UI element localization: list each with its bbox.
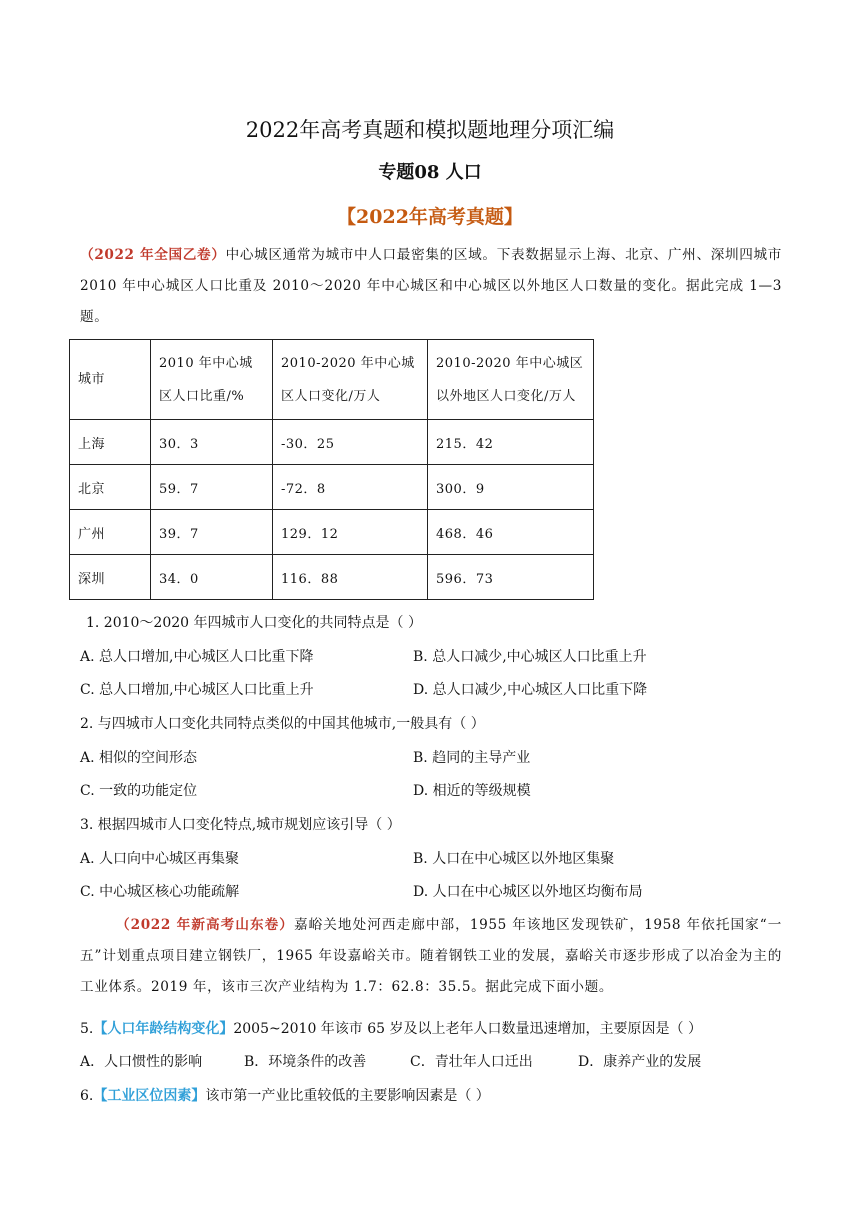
table-cell: 北京 bbox=[70, 465, 151, 510]
table-row bbox=[70, 465, 594, 510]
question-2-option-a: A. 相似的空间形态 bbox=[80, 750, 198, 766]
table-cell: 215．42 bbox=[428, 420, 594, 465]
question-3-stem: 3. 根据四城市人口变化特点,城市规划应该引导（ ） bbox=[80, 817, 401, 833]
document-title: 2022年高考真题和模拟题地理分项汇编 bbox=[245, 118, 615, 142]
table-cell: 广州 bbox=[70, 510, 151, 555]
table-row bbox=[70, 555, 594, 600]
question-1-stem: 1. 2010～2020 年四城市人口变化的共同特点是（ ） bbox=[86, 615, 422, 631]
question-2-option-c: C. 一致的功能定位 bbox=[80, 783, 198, 799]
table-cell: 39．7 bbox=[151, 510, 273, 555]
question-1-option-b: B. 总人口减少,中心城区人口比重上升 bbox=[413, 649, 647, 665]
table-cell: 468．46 bbox=[428, 510, 594, 555]
question-2-option-d: D. 相近的等级规模 bbox=[413, 783, 531, 799]
table-cell: 34．0 bbox=[151, 555, 273, 600]
question-3-option-b: B. 人口在中心城区以外地区集聚 bbox=[413, 851, 615, 867]
table-cell: 116．88 bbox=[273, 555, 428, 600]
question-3-option-a: A. 人口向中心城区再集聚 bbox=[80, 851, 240, 867]
section-title: 【2022年高考真题】 bbox=[337, 206, 523, 228]
source-label-1: （2022 年全国乙卷） bbox=[80, 247, 226, 263]
question-5-stem: 2005~2010 年该市 65 岁及以上老年人口数量迅速增加，主要原因是（ ） bbox=[233, 1021, 702, 1037]
table-cell: 596．73 bbox=[428, 555, 594, 600]
table-row bbox=[70, 510, 594, 555]
question-1-option-d: D. 总人口减少,中心城区人口比重下降 bbox=[413, 682, 648, 698]
intro-paragraph-2 bbox=[80, 910, 782, 1003]
topic-subtitle: 专题08 人口 bbox=[378, 162, 482, 183]
table-cell: 30．3 bbox=[151, 420, 273, 465]
source-label-2: （2022 年新高考山东卷） bbox=[116, 917, 294, 933]
question-5-option-c: C．青壮年人口迁出 bbox=[410, 1054, 533, 1070]
table-header-cell: 2010-2020 年中心城区人口变化/万人 bbox=[273, 340, 428, 420]
question-5-option-d: D．康养产业的发展 bbox=[578, 1054, 702, 1070]
table-cell: 129．12 bbox=[273, 510, 428, 555]
question-3-option-c: C. 中心城区核心功能疏解 bbox=[80, 884, 240, 900]
question-6-number: 6. bbox=[80, 1088, 94, 1104]
population-table bbox=[69, 339, 594, 600]
question-5-option-a: A．人口惯性的影响 bbox=[80, 1054, 203, 1070]
table-cell: -72．8 bbox=[273, 465, 428, 510]
table-cell: 上海 bbox=[70, 420, 151, 465]
question-1-option-a: A. 总人口增加,中心城区人口比重下降 bbox=[80, 649, 314, 665]
question-6-stem: 该市第一产业比重较低的主要影响因素是（ ） bbox=[205, 1088, 490, 1104]
intro-paragraph-1 bbox=[80, 240, 782, 333]
question-5-number: 5. bbox=[80, 1021, 94, 1037]
question-6-topic-tag: 【工业区位因素】 bbox=[93, 1088, 206, 1104]
table-header-cell: 城市 bbox=[70, 340, 151, 420]
table-header-cell: 2010 年中心城区人口比重/% bbox=[151, 340, 273, 420]
table-row bbox=[70, 420, 594, 465]
question-3-option-d: D. 人口在中心城区以外地区均衡布局 bbox=[413, 884, 643, 900]
table-header-row bbox=[70, 340, 594, 420]
table-cell: 59．7 bbox=[151, 465, 273, 510]
question-5-topic-tag: 【人口年龄结构变化】 bbox=[93, 1021, 234, 1037]
table-cell: 深圳 bbox=[70, 555, 151, 600]
table-cell: -30．25 bbox=[273, 420, 428, 465]
question-5-stem-line bbox=[80, 1018, 702, 1038]
question-2-option-b: B. 趋同的主导产业 bbox=[413, 750, 531, 766]
table-header-cell: 2010-2020 年中心城区以外地区人口变化/万人 bbox=[428, 340, 594, 420]
question-2-stem: 2. 与四城市人口变化共同特点类似的中国其他城市,一般具有（ ） bbox=[80, 716, 485, 732]
question-1-option-c: C. 总人口增加,中心城区人口比重上升 bbox=[80, 682, 314, 698]
intro-text-1: 中心城区通常为城市中人口最密集的区域。下表数据显示上海、北京、广州、深圳四城市 2010 年中心城区人口比重及 2010～2020 年中心城区和中心城区以外地区人口数量的变化。据此完成 1—3 题。 bbox=[80, 247, 782, 325]
table-cell: 300．9 bbox=[428, 465, 594, 510]
question-6-stem-line bbox=[80, 1085, 490, 1105]
question-5-option-b: B．环境条件的改善 bbox=[244, 1054, 367, 1070]
intro-text-2: 嘉峪关地处河西走廊中部，1955 年该地区发现铁矿，1958 年依托国家“一五”计划重点项目建立钢铁厂，1965 年设嘉峪关市。随着钢铁工业的发展，嘉峪关市逐步形成了以冶金为主的工业体系。2019 年，该市三次产业结构为 1.7：62.8：35.5。据此完成下面小题。 bbox=[80, 917, 782, 995]
